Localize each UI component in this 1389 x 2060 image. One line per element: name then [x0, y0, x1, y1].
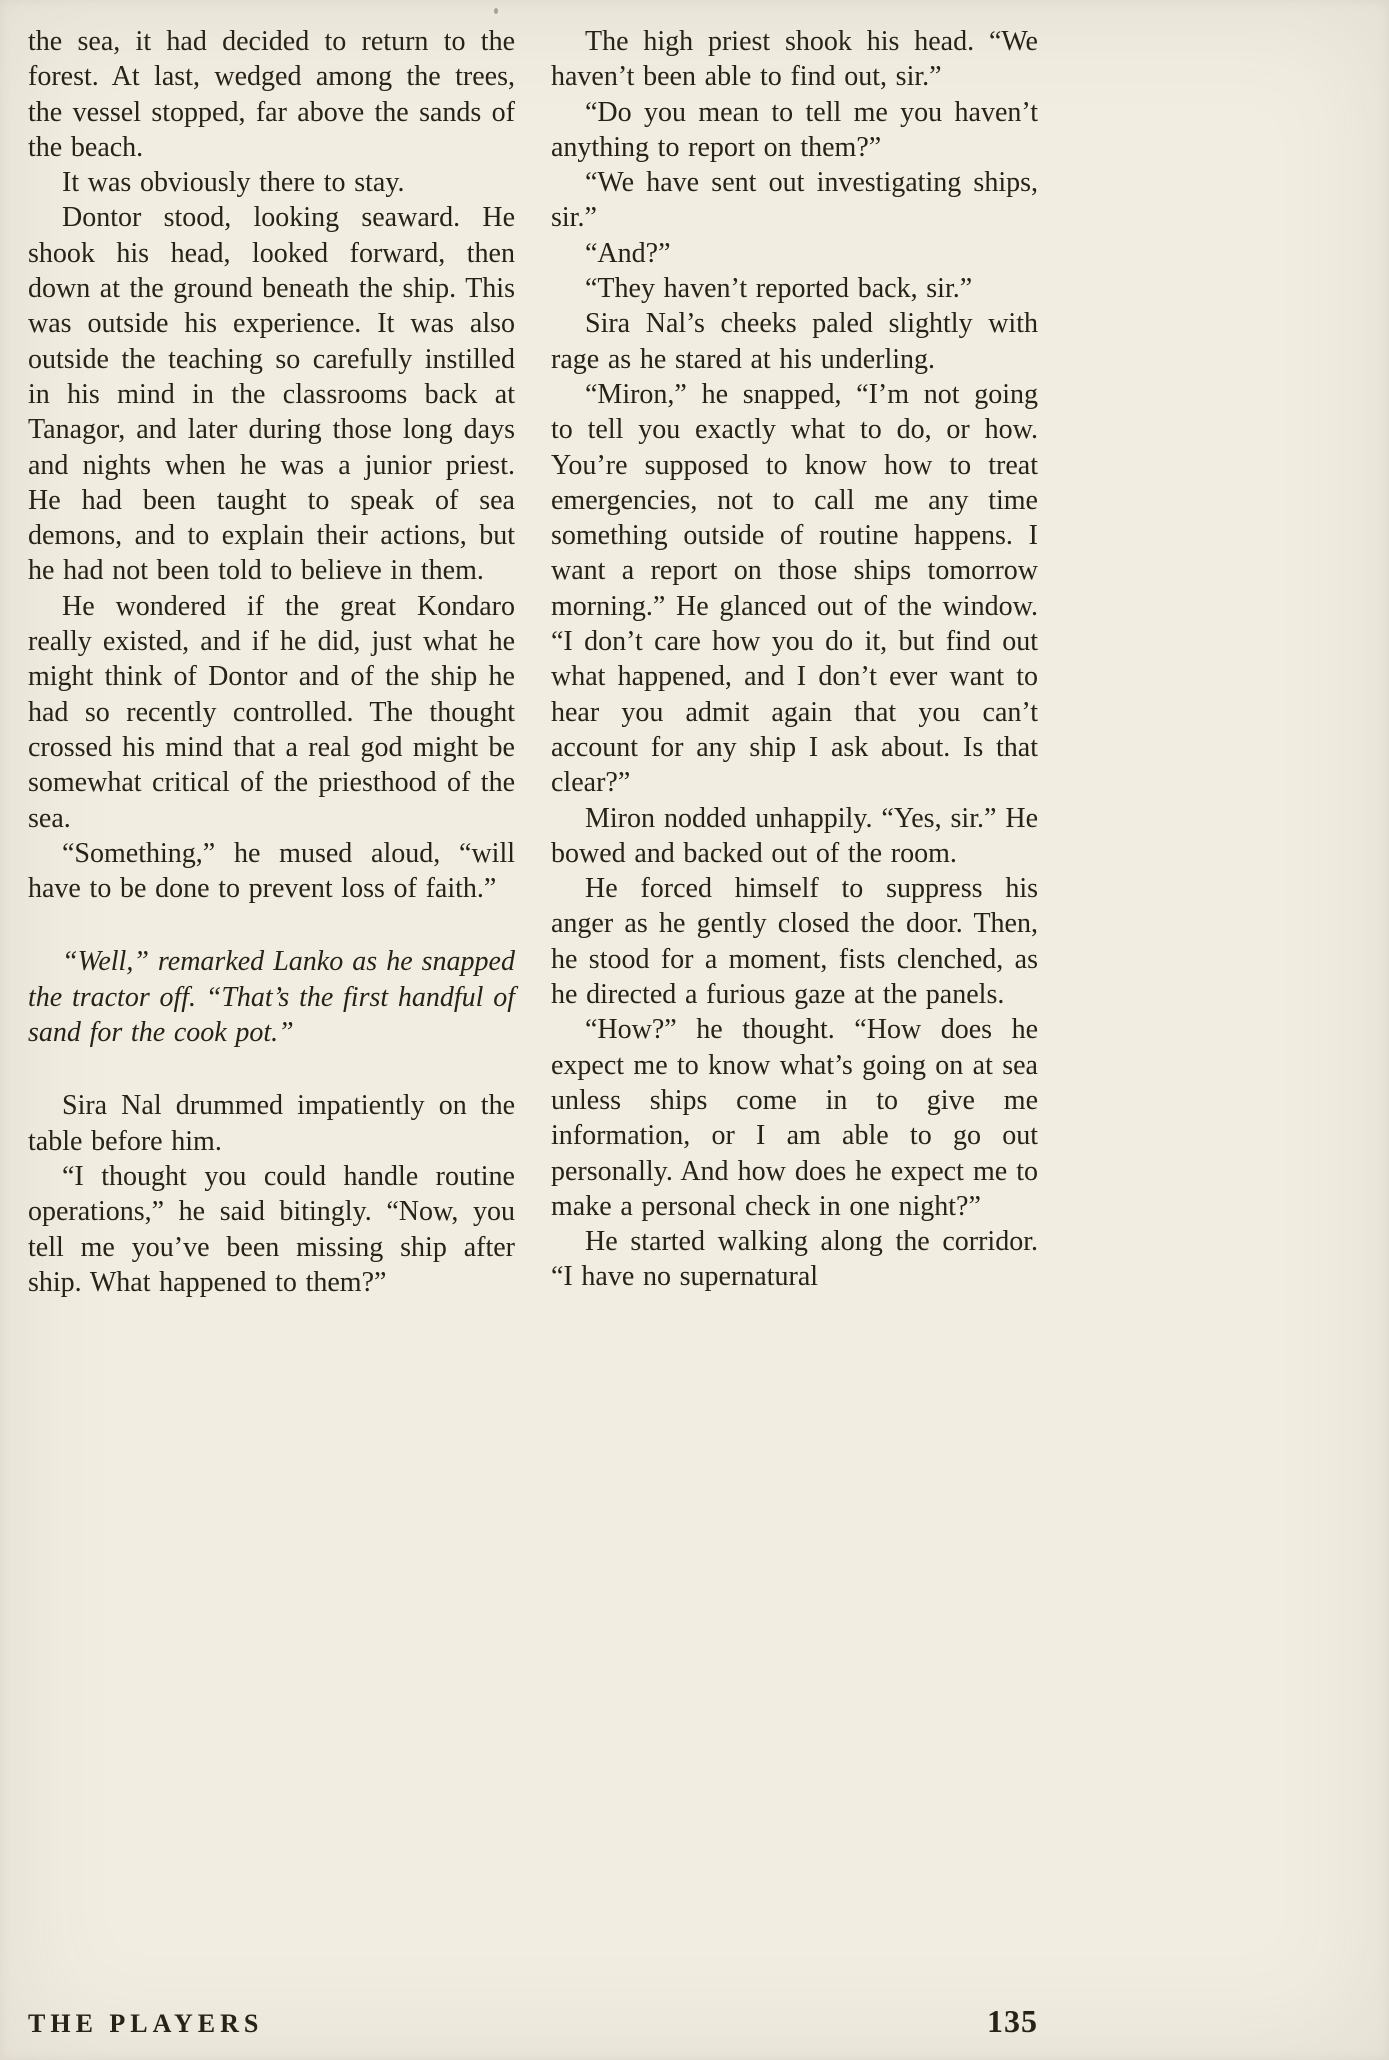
paragraph: “We have sent out investigating ships, sir.”: [551, 167, 1038, 234]
paragraph: He wondered if the great Kondaro really existed, and if he did, just what he might think of Dontor and of the ship he had so recently controlled. The thought crossed his mind that a real god might be somewhat critical of the priesthood of the sea.: [28, 590, 515, 834]
paragraph: the sea, it had decided to return to the forest. At last, wedged among the trees, the vessel stopped, far above the sands of the beach.: [28, 26, 515, 163]
page-footer: [28, 2003, 1038, 2040]
paragraph: “Something,” he mused aloud, “will have to be done to prevent loss of faith.”: [28, 837, 515, 905]
paragraph: He started walking along the corridor. “I have no supernatural: [551, 1226, 1038, 1293]
paragraph: He forced himself to suppress his anger as he gently closed the door. Then, he stood for a moment, fists clenched, as he directed a furious gaze at the panels.: [551, 873, 1038, 1011]
paragraph: “I thought you could handle routine operations,” he said bitingly. “Now, you tell me you’ve been missing ship after ship. What happened to them?”: [28, 1160, 515, 1298]
paragraph: “They haven’t reported back, sir.”: [585, 273, 973, 305]
page-number: 135: [987, 2003, 1038, 2039]
paragraph: Sira Nal drummed impatiently on the table before him.: [28, 1090, 515, 1157]
scan-artifact: [494, 8, 498, 14]
paragraph: The high priest shook his head. “We haven’t been able to find out, sir.”: [551, 26, 1038, 93]
paragraph: “How?” he thought. “How does he expect me to know what’s going on at sea unless ships come in to give me information, or I am able to go out personally. And how does he expect me to make a personal check in one night?”: [551, 1014, 1038, 1222]
paragraph: “And?”: [585, 237, 671, 269]
text-columns: [28, 24, 1038, 1300]
paragraph: Sira Nal’s cheeks paled slightly with rage as he stared at his underling.: [551, 308, 1038, 375]
right-column: [551, 24, 1038, 1300]
left-column: [28, 24, 515, 1300]
running-title: THE PLAYERS: [28, 2009, 264, 2038]
paragraph: It was obviously there to stay.: [62, 167, 405, 199]
paragraph: “Do you mean to tell me you haven’t anything to report on them?”: [551, 96, 1038, 163]
paragraph: “Miron,” he snapped, “I’m not going to tell you exactly what to do, or how. You’re supposed to know how to treat emergencies, not to call me any time something outside of routine happens. I want a report on those ships tomorrow morning.” He glanced out of the window. “I don’t care how you do it, but find out what happened, and I don’t ever want to hear you admit again that you can’t account for any ship I ask about. Is that clear?”: [551, 378, 1038, 799]
paragraph: Miron nodded unhappily. “Yes, sir.” He bowed and backed out of the room.: [551, 802, 1038, 869]
paragraph: Dontor stood, looking seaward. He shook his head, looked forward, then down at the ground beneath the ship. This was outside his experience. It was also outside the teaching so carefully instilled in his mind in the classrooms back at Tanagor, and later during those long days and nights when he was a junior priest. He had been taught to speak of sea demons, and to explain their actions, but he had not been told to believe in them.: [28, 202, 515, 587]
paragraph-italic-interlude: “Well,” remarked Lanko as he snapped the tractor off. “That’s the first handful of sand for the cook pot.”: [28, 946, 515, 1049]
